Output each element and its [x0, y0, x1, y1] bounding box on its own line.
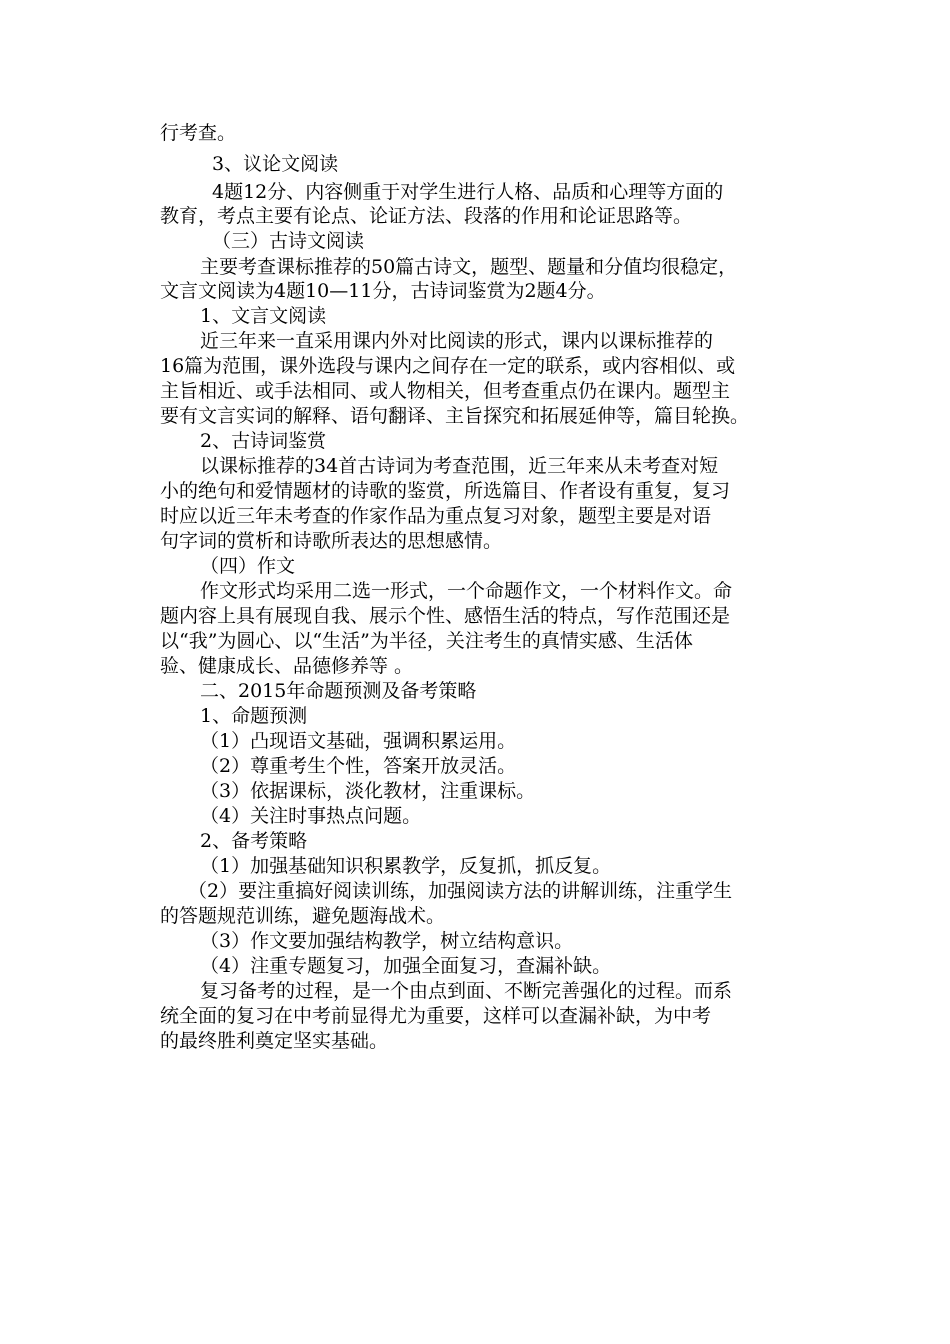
- text-line: 时应以近三年未考查的作家作品为重点复习对象，题型主要是对语: [160, 505, 712, 527]
- list-item: （3）依据课标，淡化教材，注重课标。: [200, 780, 536, 802]
- text-line: 题内容上具有展现自我、展示个性、感悟生活的特点，写作范围还是: [160, 605, 731, 627]
- text-line: 验、健康成长、品德修养等 。: [160, 655, 414, 677]
- text-line: 主要考查课标推荐的50篇古诗文，题型、题量和分值均很稳定，: [200, 256, 738, 278]
- text-line: 的最终胜利奠定坚实基础。: [160, 1030, 389, 1052]
- text-line: 以课标推荐的34首古诗词为考查范围，近三年来从未考查对短: [200, 455, 719, 477]
- text-line: 小的绝句和爱情题材的诗歌的鉴赏，所选篇目、作者设有重复，复习: [160, 480, 731, 502]
- section-heading: （三）古诗文阅读: [212, 230, 365, 252]
- text-line: 统全面的复习在中考前显得尤为重要，这样可以查漏补缺，为中考: [160, 1005, 712, 1027]
- list-item: （4）关注时事热点问题。: [200, 805, 422, 827]
- section-heading: 3、议论文阅读: [212, 153, 339, 175]
- text-line: 复习备考的过程，是一个由点到面、不断完善强化的过程。而系: [200, 980, 733, 1002]
- section-heading: 二、2015年命题预测及备考策略: [200, 680, 477, 702]
- text-line: 主旨相近、或手法相同、或人物相关，但考查重点仍在课内。题型主: [160, 380, 731, 402]
- text-line: 近三年来一直采用课内外对比阅读的形式，课内以课标推荐的: [200, 330, 714, 352]
- section-heading: （四）作文: [200, 555, 296, 577]
- section-heading: 1、命题预测: [200, 705, 308, 727]
- text-line: 16篇为范围，课外选段与课内之间存在一定的联系，或内容相似、或: [160, 355, 736, 377]
- section-heading: 1、文言文阅读: [200, 305, 327, 327]
- text-line: 行考查。: [160, 122, 237, 144]
- list-item: （2）尊重考生个性，答案开放灵活。: [200, 755, 517, 777]
- list-item: （1）加强基础知识积累教学，反复抓，抓反复。: [200, 855, 612, 877]
- text-line: 4题12分、内容侧重于对学生进行人格、品质和心理等方面的: [212, 181, 724, 203]
- text-line: 句字词的赏析和诗歌所表达的思想感情。: [160, 530, 503, 552]
- text-line: 文言文阅读为4题10—11分，古诗词鉴赏为2题4分。: [160, 280, 606, 302]
- text-line: 以“我”为圆心、以“生活”为半径，关注考生的真情实感、生活体: [160, 630, 693, 652]
- text-line: 的答题规范训练，避免题海战术。: [160, 905, 446, 927]
- list-item: （1）凸现语文基础，强调积累运用。: [200, 730, 517, 752]
- text-line: 作文形式均采用二选一形式，一个命题作文，一个材料作文。命: [200, 580, 733, 602]
- section-heading: 2、古诗词鉴赏: [200, 430, 327, 452]
- section-heading: 2、备考策略: [200, 830, 308, 852]
- list-item: （4）注重专题复习，加强全面复习，查漏补缺。: [200, 955, 612, 977]
- text-line: 要有文言实词的解释、语句翻译、主旨探究和拓展延伸等，篇目轮换。: [160, 405, 750, 427]
- text-line: 教育，考点主要有论点、论证方法、段落的作用和论证思路等。: [160, 205, 693, 227]
- list-item: （3）作文要加强结构教学，树立结构意识。: [200, 930, 574, 952]
- list-item: （2）要注重搞好阅读训练，加强阅读方法的讲解训练，注重学生: [188, 880, 733, 902]
